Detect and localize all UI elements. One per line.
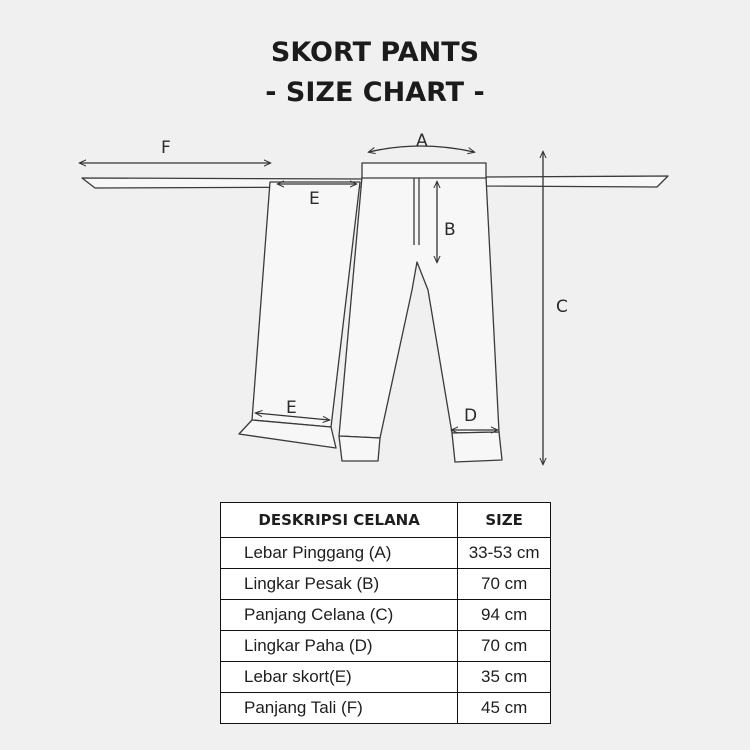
table-row <box>221 631 551 662</box>
row-description: Lebar skort(E) <box>221 662 458 693</box>
row-description: Panjang Celana (C) <box>221 600 458 631</box>
row-size: 70 cm <box>458 569 551 600</box>
table-row <box>221 600 551 631</box>
table-row <box>221 538 551 569</box>
row-size: 45 cm <box>458 693 551 724</box>
table-header-row <box>221 503 551 538</box>
header-size: SIZE <box>458 503 551 538</box>
label-f: F <box>161 138 171 158</box>
table-row <box>221 662 551 693</box>
label-e-top: E <box>309 189 320 209</box>
row-description: Lingkar Paha (D) <box>221 631 458 662</box>
label-c: C <box>556 297 568 317</box>
row-size: 94 cm <box>458 600 551 631</box>
chart-subtitle: - SIZE CHART - <box>265 77 485 108</box>
waistband <box>362 163 486 178</box>
row-description: Lingkar Pesak (B) <box>221 569 458 600</box>
row-description: Panjang Tali (F) <box>221 693 458 724</box>
table-row <box>221 569 551 600</box>
label-d: D <box>464 406 478 426</box>
right-cuff <box>452 432 502 462</box>
left-cuff <box>339 436 380 461</box>
label-b: B <box>444 220 456 240</box>
row-size: 35 cm <box>458 662 551 693</box>
size-table <box>220 502 551 724</box>
label-a: A <box>416 131 428 151</box>
table-row <box>221 693 551 724</box>
tie-strap-right <box>486 176 668 187</box>
chart-title: SKORT PANTS <box>270 37 480 68</box>
row-size: 33-53 cm <box>458 538 551 569</box>
header-description: DESKRIPSI CELANA <box>221 503 458 538</box>
row-size: 70 cm <box>458 631 551 662</box>
row-description: Lebar Pinggang (A) <box>221 538 458 569</box>
label-e-bottom: E <box>286 398 297 418</box>
